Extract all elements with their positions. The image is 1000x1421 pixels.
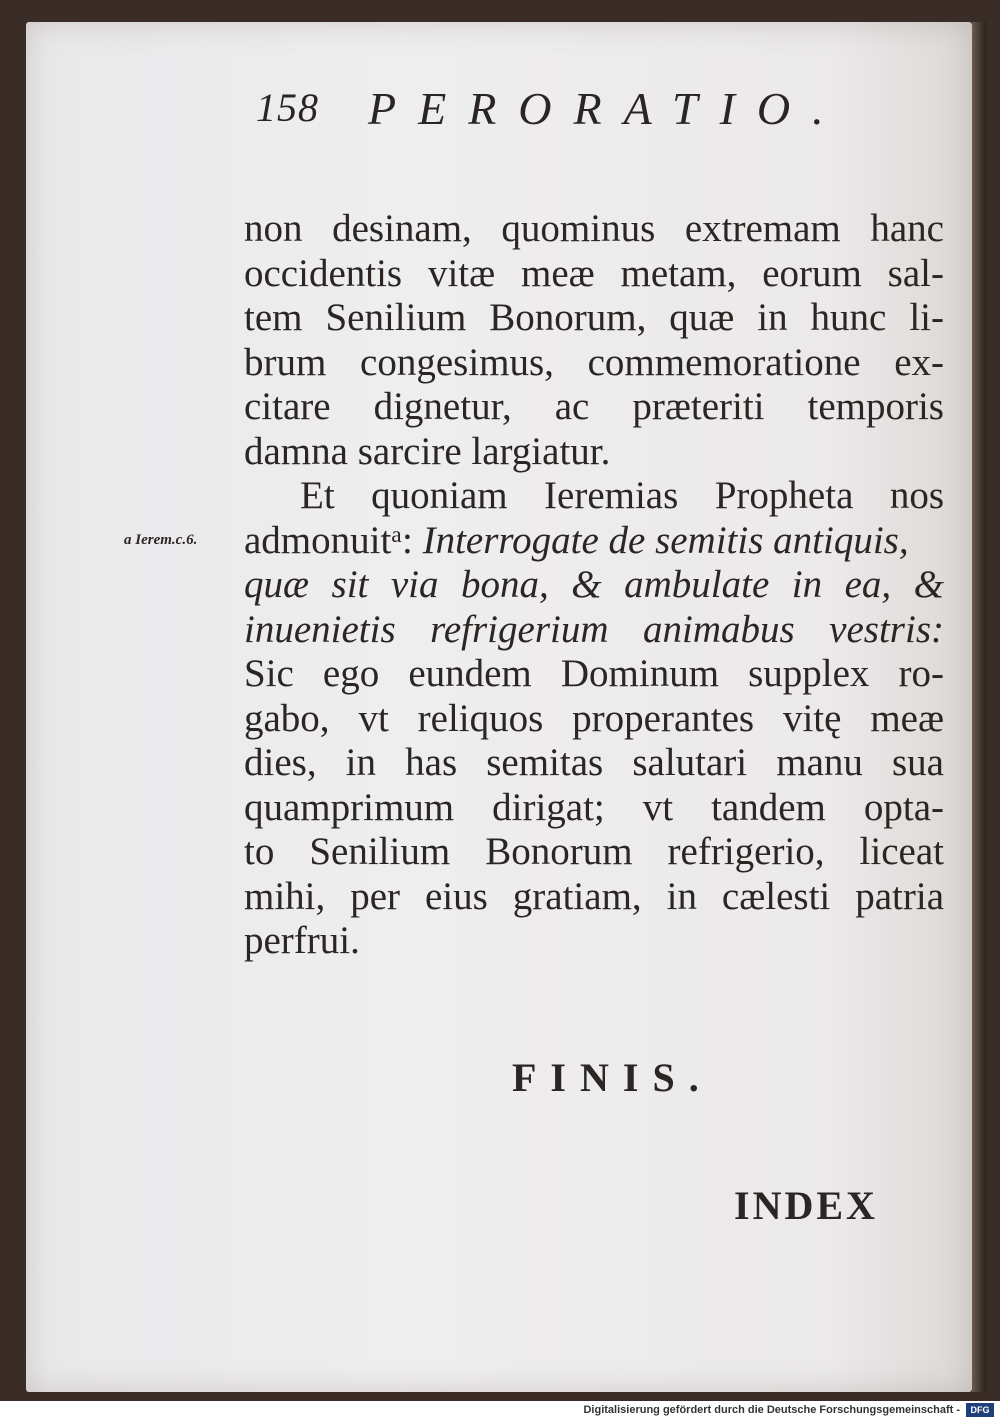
text-line: to Senilium Bonorum refrigerio, liceat [244, 830, 944, 873]
text-line: damna sarcire largiatur. [244, 429, 611, 473]
text-line: mihi, per eius gratiam, in cælesti patria [244, 874, 944, 918]
text-line: occidentis vitæ meæ metam, eorum sal- [244, 251, 944, 295]
quotation-fragment: Interrogate de semitis antiquis, [422, 518, 909, 562]
text-line: dies, in has semitas salutari manu sua [244, 741, 944, 784]
marginal-note: a Ierem.c.6. [124, 532, 198, 548]
running-head [256, 72, 856, 132]
page-edge [972, 22, 986, 1392]
text-line: inuenietis refrigerium animabus vestris: [244, 607, 944, 651]
text-line: quamprimum dirigat; vt tandem opta- [244, 785, 944, 829]
text-line: citare dignetur, ac præteriti temporis [244, 385, 944, 428]
digitization-credit: Digitalisierung gefördert durch die Deutsche Forschungsgemeinschaft - [583, 1404, 960, 1416]
text-line: gabo, vt reliquos properantes vitę meæ [244, 696, 944, 740]
footer-bar [0, 1401, 1000, 1421]
dfg-logo: DFG [966, 1403, 994, 1417]
text-line: brum congesimus, commemoratione ex- [244, 340, 944, 384]
text-line: tem Senilium Bonorum, quæ in hunc li- [244, 296, 944, 339]
text-line: perfrui. [244, 919, 360, 962]
text-line: Sic ego eundem Dominum supplex ro- [244, 652, 944, 695]
finis-heading: FINIS. [512, 1055, 713, 1100]
body-text [244, 207, 944, 964]
text-line: quæ sit via bona, & ambulate in ea, & [244, 563, 944, 606]
text-line: Et quoniam Ieremias Propheta nos [300, 474, 944, 517]
text-line: non desinam, quominus extremam hanc [244, 207, 944, 250]
running-title: PERORATIO. [368, 83, 846, 134]
text-fragment: admonuit [244, 518, 392, 562]
page-number: 158 [256, 85, 319, 130]
text-line [244, 519, 944, 564]
footnote-marker: ᵃ: [391, 518, 423, 562]
catchword: INDEX [734, 1183, 878, 1228]
